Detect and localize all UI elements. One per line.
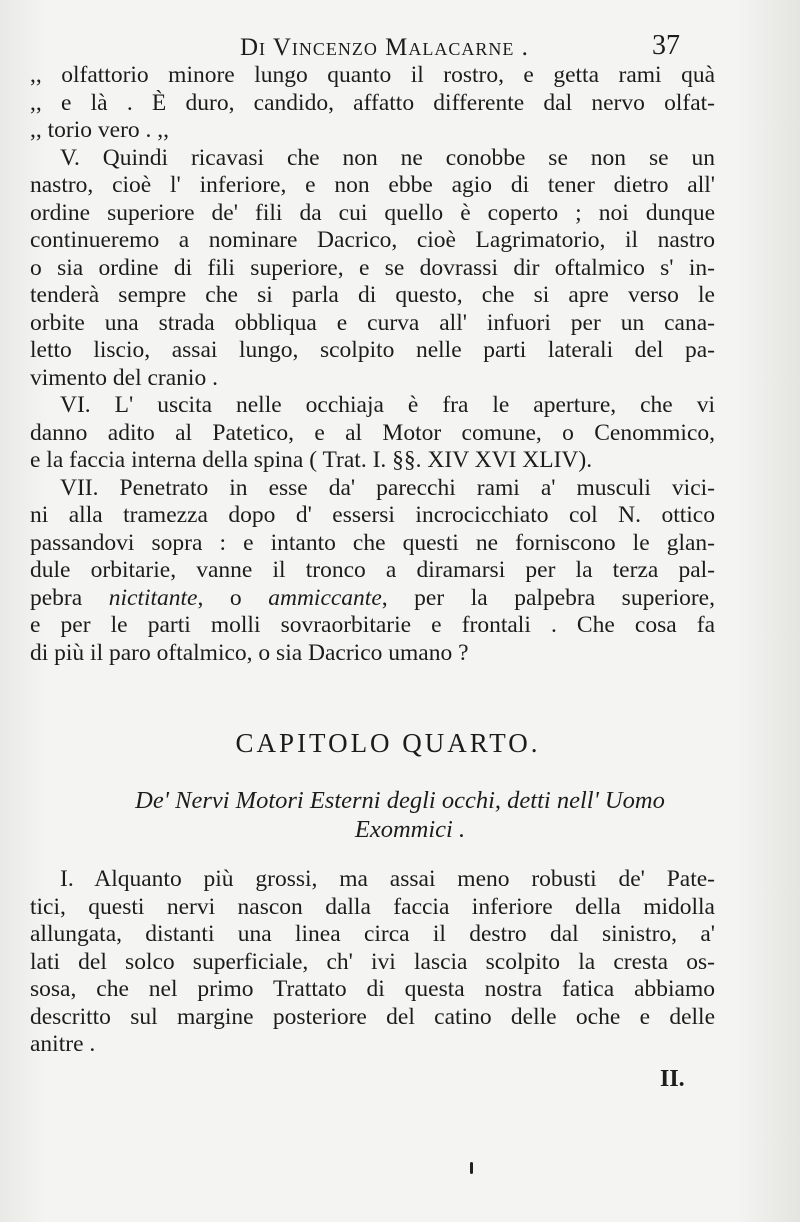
text-line: ni alla tramezza dopo d' essersi incrocicchiato col N. ottico xyxy=(30,502,715,528)
chapter-subtitle xyxy=(0,786,800,844)
text-line: di più il paro oftalmico, o sia Dacrico umano ? xyxy=(30,639,469,666)
text-line: I. Alquanto più grossi, ma assai meno robusti de' Pate- xyxy=(60,866,715,892)
text-line: continueremo a nominare Dacrico, cioè Lagrimatorio, il nastro xyxy=(30,227,715,253)
text-line: danno adito al Patetico, e al Motor comune, o Cenommico, xyxy=(30,419,715,446)
text-line: ,, torio vero . ,, xyxy=(30,117,170,143)
italic-term-nictitante: nictitante xyxy=(108,584,198,611)
catchword: II. xyxy=(660,1066,685,1092)
text-line: VI. L' uscita nelle occhiaja è fra le aperture, che vi xyxy=(60,392,715,418)
main-text xyxy=(30,62,715,667)
running-head: Di Vincenzo Malacarne . xyxy=(240,34,529,61)
chapter-title: CAPITOLO QUARTO. xyxy=(235,728,541,758)
subtitle-line: De' Nervi Motori Esterni degli occhi, detti nell' Uomo xyxy=(135,787,665,814)
paragraph-v xyxy=(30,145,715,393)
text-line: nastro, cioè l' inferiore, e non ebbe agio di tener dietro all' xyxy=(30,172,715,198)
text-line: VII. Penetrato in esse da' parecchi rami a' musculi vici- xyxy=(60,474,715,501)
text-line: ordine superiore de' fili da cui quello è coperto ; noi dunque xyxy=(30,199,715,226)
text-line: e per le parti molli sovraorbitarie e frontali . Che cosa fa xyxy=(30,612,715,638)
text-line: tici, questi nervi nascon dalla faccia inferiore della midolla xyxy=(30,893,715,920)
text-fragment: pebra xyxy=(30,584,109,611)
text-line: sosa, che nel primo Trattato di questa nostra fatica abbiamo xyxy=(30,976,715,1002)
text-line: passandovi sopra : e intanto che questi ne forniscono le glan- xyxy=(30,529,715,556)
text-line: ,, olfattorio minore lungo quanto il rostro, e getta rami quà xyxy=(30,62,715,88)
text-fragment: , o xyxy=(197,584,269,611)
text-line: o sia ordine di fili superiore, e se dovrassi dir oftalmico s' in- xyxy=(30,254,715,281)
main-text-continued xyxy=(30,866,715,1059)
text-line: dule orbitarie, vanne il tronco a diramarsi per la terza pal- xyxy=(30,557,715,583)
text-line: lati del solco superficiale, ch' ivi lascia scolpito la cresta os- xyxy=(30,948,715,975)
text-line: vimento del cranio . xyxy=(30,364,218,391)
page-number: 37 xyxy=(652,30,680,61)
text-line: letto liscio, assai lungo, scolpito nelle parti laterali del pa- xyxy=(30,337,715,363)
paragraph-i xyxy=(30,866,715,1059)
paragraph-vii xyxy=(30,475,715,668)
italic-term-ammiccante: ammiccante xyxy=(268,584,382,611)
text-line: descritto sul margine posteriore del catino delle oche e delle xyxy=(30,1003,715,1030)
subtitle-line: Exommici . xyxy=(354,816,466,843)
ink-speck xyxy=(470,1162,473,1174)
paragraph-vi xyxy=(30,392,715,475)
text-line: anitre . xyxy=(30,1031,96,1057)
text-line: V. Quindi ricavasi che non ne conobbe se non se un xyxy=(60,144,715,171)
text-fragment: , per la palpebra superiore, xyxy=(381,584,715,611)
text-line-with-italics xyxy=(30,585,715,613)
text-line: ,, e là . È duro, candido, affatto differente dal nervo olfat- xyxy=(30,89,715,116)
text-line: orbite una strada obbliqua e curva all' infuori per un cana- xyxy=(30,309,715,336)
text-line: allungata, distanti una linea circa il destro dal sinistro, a' xyxy=(30,921,715,947)
text-line: e la faccia interna della spina ( Trat. I. §§. XIV XVI XLIV). xyxy=(30,447,593,473)
text-line: tenderà sempre che si parla di questo, che si apre verso le xyxy=(30,282,715,308)
paragraph-quote-end xyxy=(30,62,715,145)
